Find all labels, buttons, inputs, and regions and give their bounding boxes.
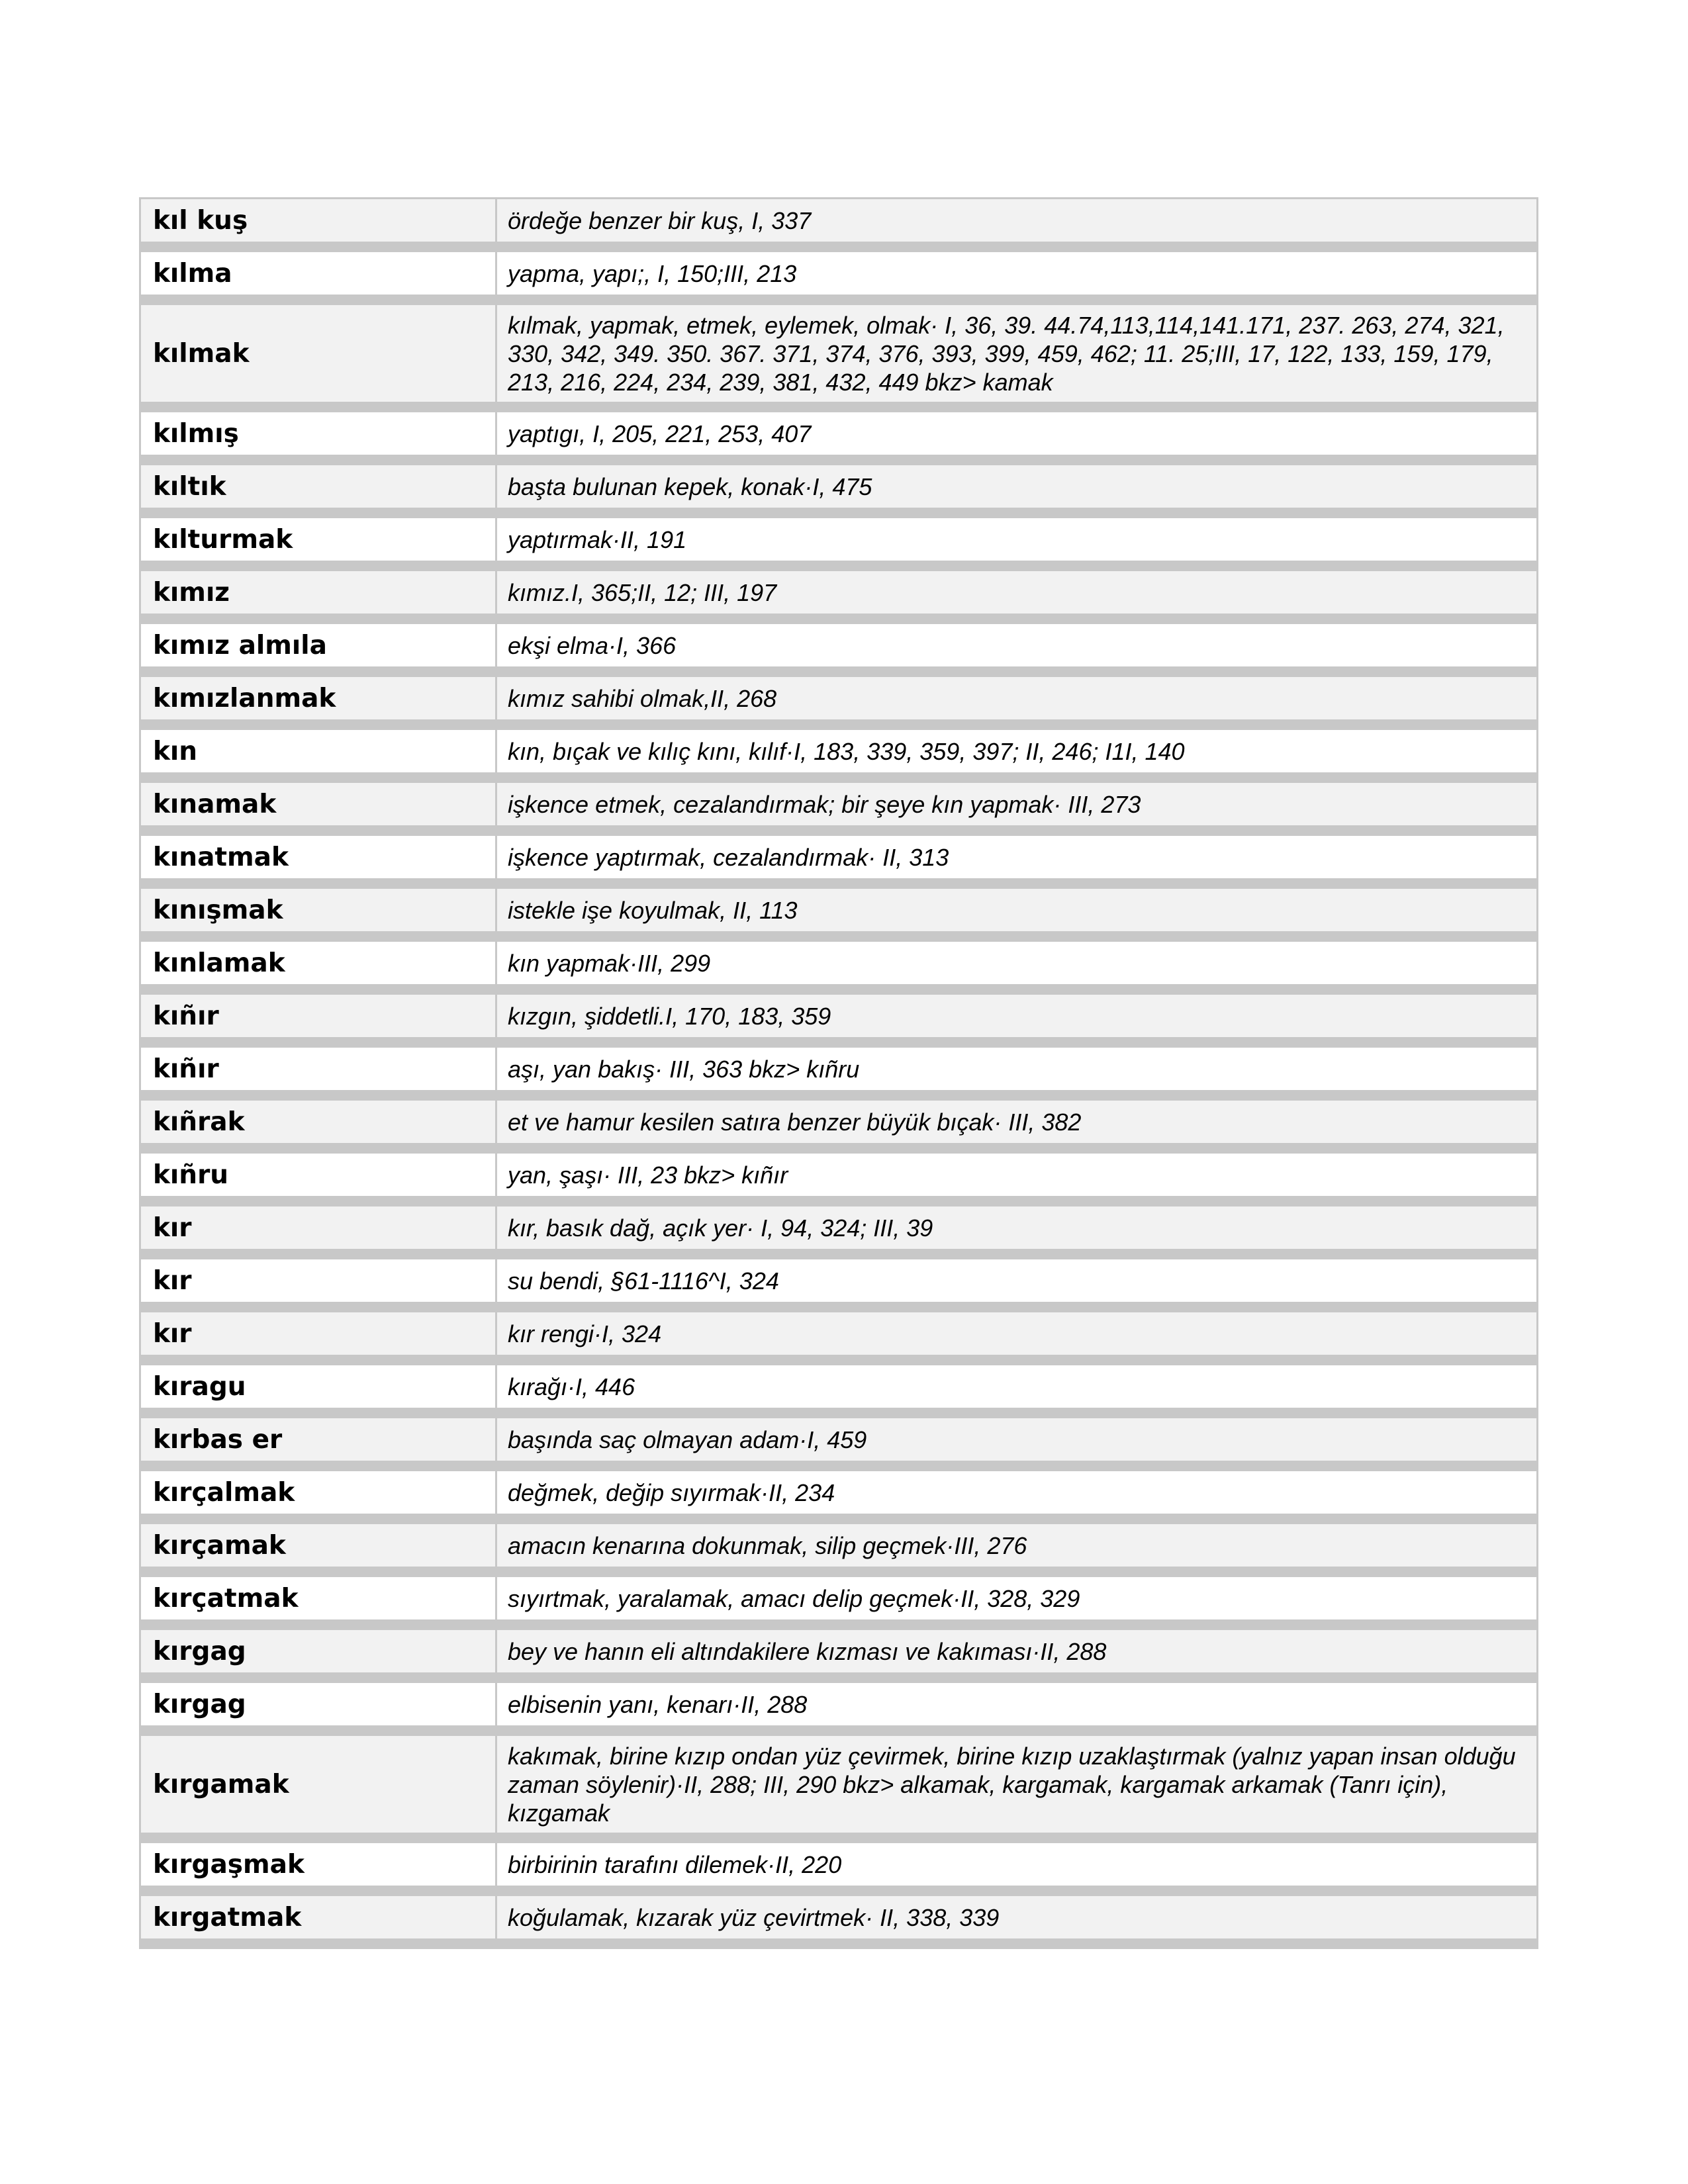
entry-definition: et ve hamur kesilen satıra benzer büyük bıçak· III, 382 xyxy=(508,1108,1082,1136)
entry-term: kır xyxy=(141,1259,497,1302)
table-row xyxy=(141,1577,1536,1630)
table-row xyxy=(141,1365,1536,1418)
entry-term: kır xyxy=(141,1206,497,1249)
entry-definition: istekle işe koyulmak, II, 113 xyxy=(508,896,798,924)
table-row xyxy=(141,677,1536,730)
entry-definition: kır, basık dağ, açık yer· I, 94, 324; III, 39 xyxy=(508,1214,933,1242)
entry-definition: başında saç olmayan adam·I, 459 xyxy=(508,1426,867,1453)
entry-definition: kırağı·I, 446 xyxy=(508,1373,635,1400)
entry-term: kır xyxy=(141,1312,497,1355)
entry-term: kırçamak xyxy=(141,1524,497,1567)
entry-term: kıltık xyxy=(141,465,497,508)
entry-term: kılturmak xyxy=(141,518,497,561)
table-row xyxy=(141,571,1536,624)
entry-definition: bey ve hanın eli altındakilere kızması ve kakıması·II, 288 xyxy=(508,1637,1107,1665)
entry-term: kırgaşmak xyxy=(141,1843,497,1886)
table-row xyxy=(141,1206,1536,1259)
entry-definition: kımız sahibi olmak,II, 268 xyxy=(508,684,777,712)
table-row xyxy=(141,889,1536,942)
entry-term: kın xyxy=(141,730,497,772)
entry-term: kınlamak xyxy=(141,942,497,984)
entry-term: kırçalmak xyxy=(141,1471,497,1514)
table-row xyxy=(141,783,1536,836)
entry-term: kıñır xyxy=(141,995,497,1037)
entry-definition: kır rengi·I, 324 xyxy=(508,1320,662,1347)
table-row xyxy=(141,624,1536,677)
entry-term: kılma xyxy=(141,252,497,295)
entry-term: kımız almıla xyxy=(141,624,497,666)
table-row xyxy=(141,995,1536,1048)
entry-definition: işkence etmek, cezalandırmak; bir şeye kın yapmak· III, 273 xyxy=(508,790,1141,818)
entry-definition: yan, şaşı· III, 23 bkz> kıñır xyxy=(508,1161,788,1189)
table-row xyxy=(141,518,1536,571)
table-row xyxy=(141,1418,1536,1471)
entry-definition: kın yapmak·III, 299 xyxy=(508,949,711,977)
entry-definition: sıyırtmak, yaralamak, amacı delip geçmek·II, 328, 329 xyxy=(508,1584,1080,1612)
entry-definition: kın, bıçak ve kılıç kını, kılıf·I, 183, 339, 359, 397; II, 246; I1I, 140 xyxy=(508,737,1185,765)
entry-term: kırgag xyxy=(141,1683,497,1725)
entry-definition: amacın kenarına dokunmak, silip geçmek·III, 276 xyxy=(508,1531,1027,1559)
entry-term: kınışmak xyxy=(141,889,497,931)
entry-definition: başta bulunan kepek, konak·I, 475 xyxy=(508,473,872,500)
entry-definition: birbirinin tarafını dilemek·II, 220 xyxy=(508,1850,842,1878)
table-row xyxy=(141,1736,1536,1843)
entry-definition: yaptırmak·II, 191 xyxy=(508,525,687,553)
entry-definition: su bendi, §61-1116^I, 324 xyxy=(508,1267,779,1295)
table-row xyxy=(141,1154,1536,1206)
entry-definition: aşı, yan bakış· III, 363 bkz> kıñru xyxy=(508,1055,860,1083)
table-row xyxy=(141,305,1536,412)
entry-term: kırgatmak xyxy=(141,1896,497,1938)
entry-term: kınatmak xyxy=(141,836,497,878)
table-row xyxy=(141,465,1536,518)
entry-term: kımızlanmak xyxy=(141,677,497,719)
table-row xyxy=(141,252,1536,305)
entry-term: kırgag xyxy=(141,1630,497,1672)
entry-term: kıñır xyxy=(141,1048,497,1090)
table-body xyxy=(141,199,1536,1949)
entry-term: kırbas er xyxy=(141,1418,497,1461)
table-row xyxy=(141,199,1536,252)
entry-term: kırgamak xyxy=(141,1736,497,1833)
table-row xyxy=(141,1259,1536,1312)
entry-definition: kılmak, yapmak, etmek, eylemek, olmak· I, 36, 39. 44.74,113,114,141.171, 237. 263, 274, 321, 330, 342, 349. 350. 367. 371, 374, 376, 393, 399, 459, 462; 11. 25;III, 17, 122, 133, 159, 179, 213, 216, 224, 234, 239, 381, 432, 449 bkz> kamak xyxy=(508,311,1505,396)
entry-definition: işkence yaptırmak, cezalandırmak· II, 313 xyxy=(508,843,949,871)
entry-definition: yaptıgı, I, 205, 221, 253, 407 xyxy=(508,420,812,447)
entry-term: kılmak xyxy=(141,305,497,402)
entry-definition: değmek, değip sıyırmak·II, 234 xyxy=(508,1479,835,1506)
table-row xyxy=(141,1101,1536,1154)
entry-definition: kızgın, şiddetli.I, 170, 183, 359 xyxy=(508,1002,831,1030)
table-row xyxy=(141,730,1536,783)
entry-term: kımız xyxy=(141,571,497,614)
entry-definition: kımız.I, 365;II, 12; III, 197 xyxy=(508,578,777,606)
entry-definition: ördeğe benzer bir kuş, I, 337 xyxy=(508,206,812,234)
table-row xyxy=(141,1896,1536,1949)
entry-definition: ekşi elma·I, 366 xyxy=(508,631,677,659)
table-row xyxy=(141,412,1536,465)
entry-term: kırçatmak xyxy=(141,1577,497,1619)
table-row xyxy=(141,1843,1536,1896)
table-row xyxy=(141,836,1536,889)
table-row xyxy=(141,1471,1536,1524)
table-row xyxy=(141,1312,1536,1365)
entry-term: kıl kuş xyxy=(141,199,497,242)
table-row xyxy=(141,1683,1536,1736)
entry-definition: elbisenin yanı, kenarı·II, 288 xyxy=(508,1690,808,1718)
dictionary-table xyxy=(139,197,1538,1949)
entry-definition: kakımak, birine kızıp ondan yüz çevirmek, birine kızıp uzaklaştırmak (yalnız yapan insan olduğu zaman söylenir)·II, 288; III, 290 bkz> alkamak, kargamak, kargamak arkamak (Tanrı için), kızgamak xyxy=(508,1742,1516,1827)
entry-term: kınamak xyxy=(141,783,497,825)
entry-term: kılmış xyxy=(141,412,497,455)
entry-definition: yapma, yapı;, I, 150;III, 213 xyxy=(508,259,797,287)
table-row xyxy=(141,1048,1536,1101)
entry-term: kıñrak xyxy=(141,1101,497,1143)
entry-term: kıragu xyxy=(141,1365,497,1408)
table-row xyxy=(141,1524,1536,1577)
table-row xyxy=(141,1630,1536,1683)
entry-definition: koğulamak, kızarak yüz çevirtmek· II, 338, 339 xyxy=(508,1903,1000,1931)
table-row xyxy=(141,942,1536,995)
entry-term: kıñru xyxy=(141,1154,497,1196)
